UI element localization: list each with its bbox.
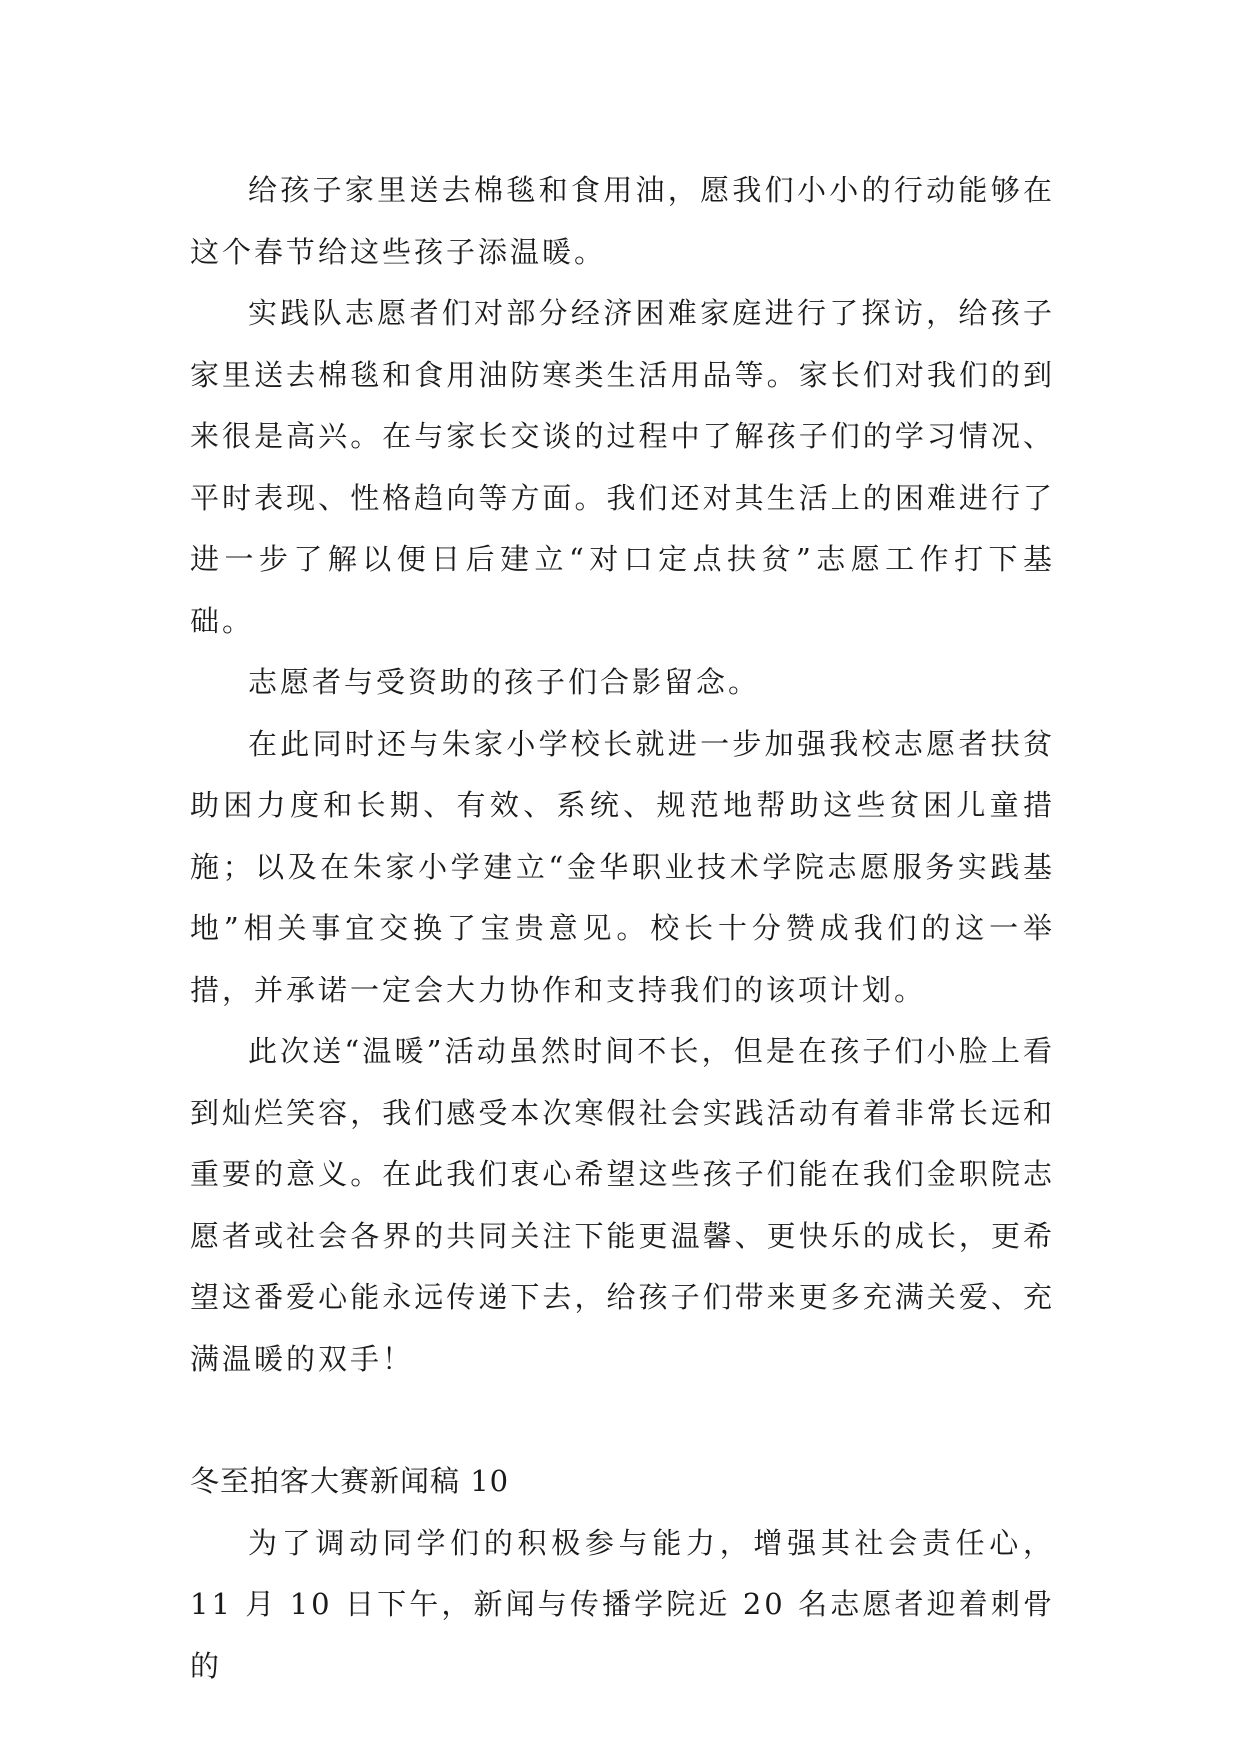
paragraph: 在此同时还与朱家小学校长就进一步加强我校志愿者扶贫助困力度和长期、有效、系统、规范地帮助这些贫困儿童措施；以及在朱家小学建立“金华职业技术学院志愿服务实践基地”相关事宜交换了宝贵意见。校长十分赞成我们的这一举措，并承诺一定会大力协作和支持我们的该项计划。 [190,726,1055,1007]
paragraph: 实践队志愿者们对部分经济困难家庭进行了探访，给孩子家里送去棉毯和食用油防寒类生活用品等。家长们对我们的到来很是高兴。在与家长交谈的过程中了解孩子们的学习情况、平时表现、性格趋向等方面。我们还对其生活上的困难进行了进一步了解以便日后建立“对口定点扶贫”志愿工作打下基础。 [190,296,1055,638]
paragraph: 志愿者与受资助的孩子们合影留念。 [248,665,761,699]
paragraph: 为了调动同学们的积极参与能力，增强其社会责任心，11 月 10 日下午，新闻与传播学院近 20 名志愿者迎着刺骨的 [190,1525,1055,1683]
paragraph: 给孩子家里送去棉毯和食用油，愿我们小小的行动能够在这个春节给这些孩子添温暖。 [190,173,1055,269]
paragraph: 此次送“温暖”活动虽然时间不长，但是在孩子们小脸上看到灿烂笑容，我们感受本次寒假社会实践活动有着非常长远和重要的意义。在此我们衷心希望这些孩子们能在我们金职院志愿者或社会各界的共同关注下能更温馨、更快乐的成长，更希望这番爱心能永远传递下去，给孩子们带来更多充满关爱、充满温暖的双手！ [190,1034,1055,1376]
document-body [190,160,1055,1697]
section-title: 冬至拍客大赛新闻稿 10 [190,1464,510,1498]
